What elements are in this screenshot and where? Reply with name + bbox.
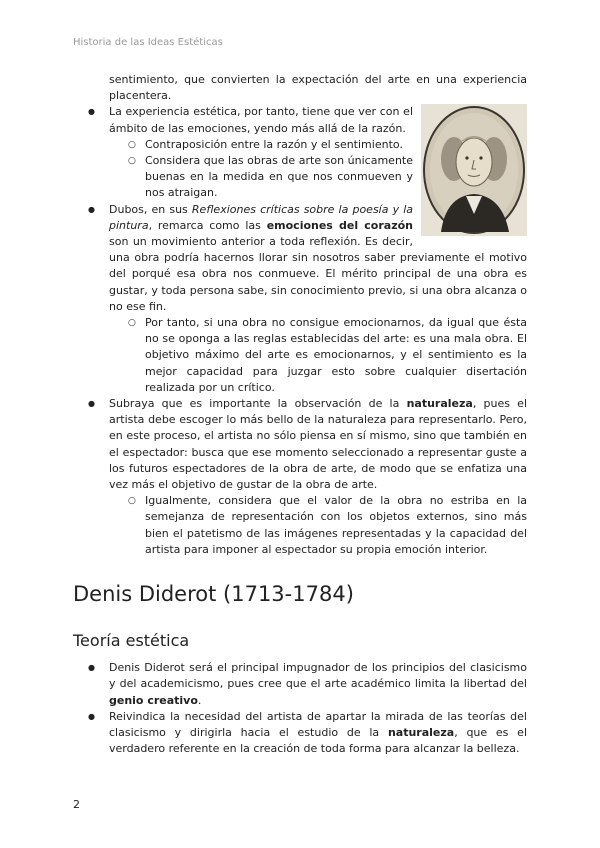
list-subitem: ○ Por tanto, si una obra no consigue emocionarnos, da igual que ésta no se oponga a las reglas establecidas del arte: es una mala obra. El objetivo máximo del arte es emocionarnos, y el sentimiento es la mejor capacidad para juzgar esto sobre cualquier disertación realizada por un crítico.: [73, 315, 527, 396]
list-item: ● La experiencia estética, por tanto, tiene que ver con el ámbito de las emociones, yendo más allá de la razón.: [73, 104, 527, 136]
page-number: 2: [73, 798, 80, 811]
bullet-list: [73, 104, 527, 558]
list-subitem: ○ Contraposición entre la razón y el sentimiento.: [73, 137, 527, 153]
subsection-heading: Teoría estética: [73, 631, 190, 651]
bullet-list: [73, 660, 527, 757]
main-content: [73, 72, 527, 757]
section-heading: Denis Diderot (1713-1784): [73, 582, 354, 607]
list-item: ● Dubos, en sus Reflexiones críticas sobre la poesía y la pintura, remarca como las emociones del corazón son un movimiento anterior a toda reflexión. Es decir, una obra podría hacernos llorar sin nosotros saber previamente el motivo del porqué esa obra nos conmueve. El mérito principal de una obra es gustar, y toda persona sabe, sin conocimiento previo, si una obra alcanza o no ese fin.: [73, 202, 527, 315]
paragraph: sentimiento, que convierten la expectación del arte en una experiencia placentera.: [109, 73, 527, 103]
list-item: ● Subraya que es importante la observación de la naturaleza, pues el artista debe escoger lo más bello de la naturaleza para representarlo. Pero, en este proceso, el artista no sólo piensa en sí mismo, sino que también en el espectador: busca que ese momento seleccionado a representar guste a los futuros espectadores de la obra de arte, de modo que se enfatiza una vez más el objetivo de gustar de la obra de arte.: [73, 396, 527, 493]
list-subitem: ○ Considera que las obras de arte son únicamente buenas en la medida en que nos conmueven y nos atraigan.: [73, 153, 527, 202]
list-subitem: ○ Igualmente, considera que el valor de la obra no estriba en la semejanza de representación con los objetos externos, sino más bien el patetismo de las imágenes representadas y la capacidad del artista para imponer al espectador su propia emoción interior.: [73, 493, 527, 558]
page-header: Historia de las Ideas Estéticas: [73, 37, 223, 48]
list-item: ● Reivindica la necesidad del artista de apartar la mirada de las teorías del clasicismo y dirigirla hacia el estudio de la naturaleza, que es el verdadero referente en la creación de toda forma para alcanzar la belleza.: [73, 709, 527, 758]
list-item: ● Denis Diderot será el principal impugnador de los principios del clasicismo y del academicismo, pues cree que el arte académico limita la libertad del genio creativo.: [73, 660, 527, 709]
